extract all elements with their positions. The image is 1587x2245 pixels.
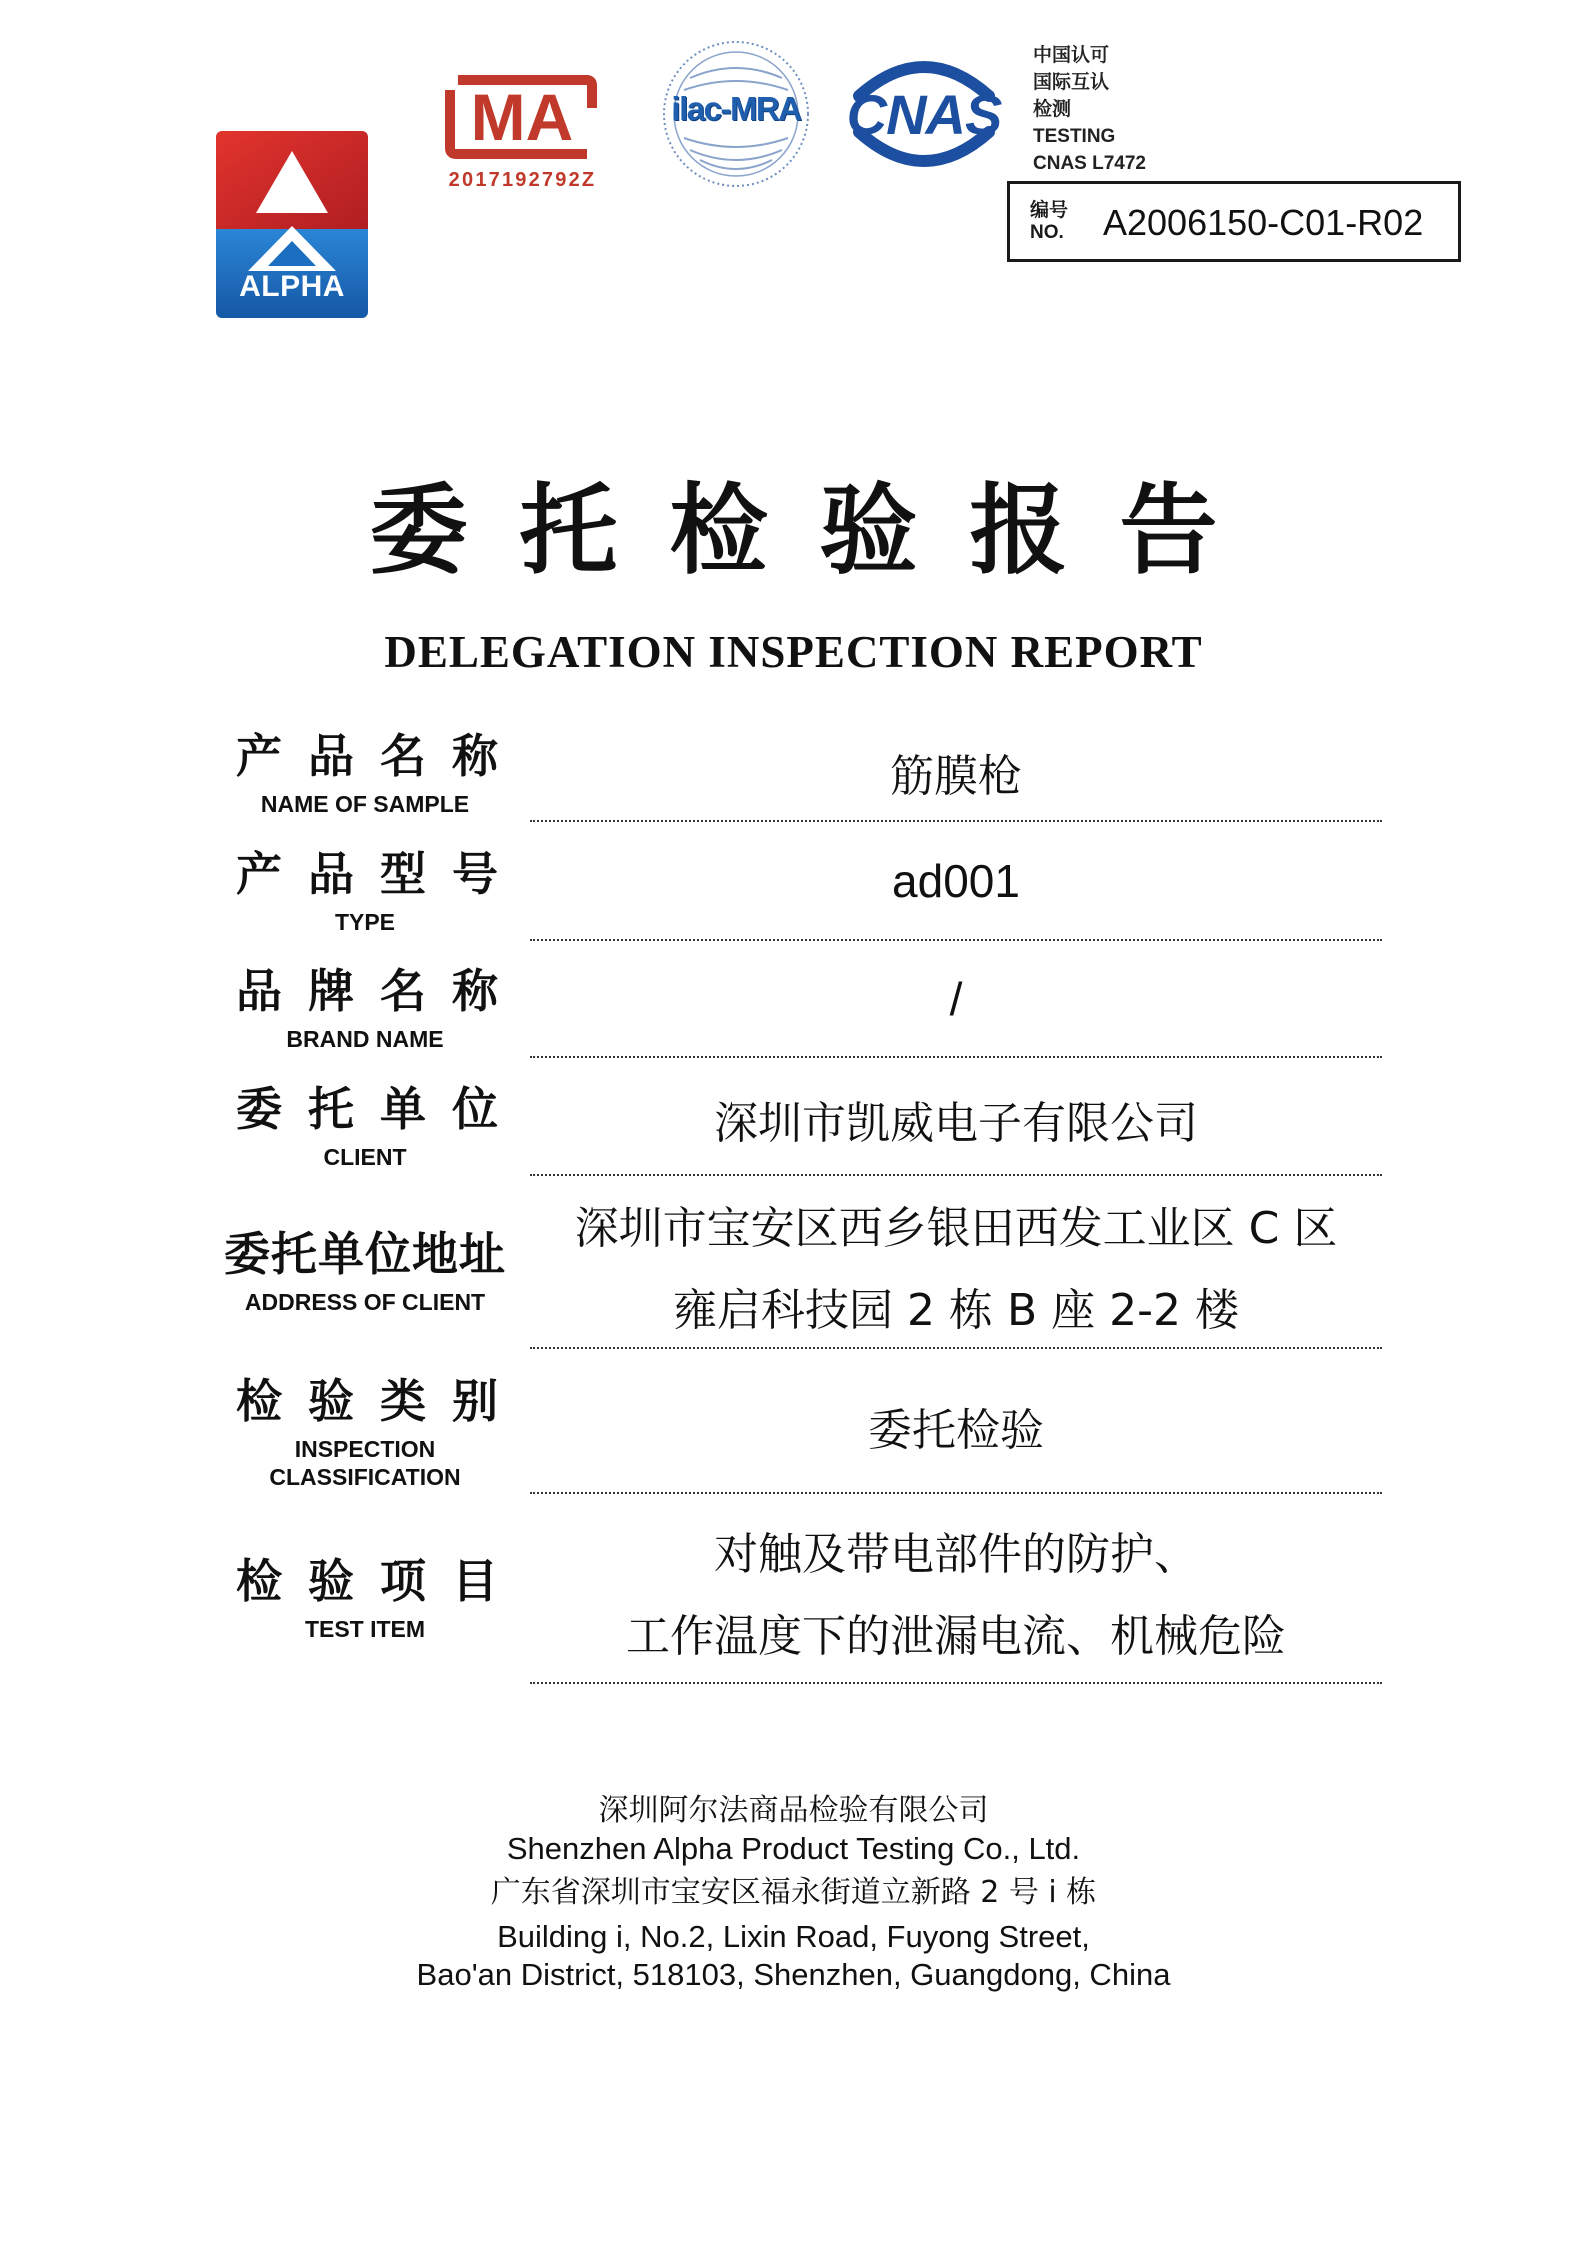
alpha-logo-text: ALPHA bbox=[239, 270, 345, 303]
ilac-mra-logo bbox=[660, 38, 812, 190]
field-label-en: TYPE bbox=[334, 909, 396, 935]
cma-mark-icon bbox=[430, 70, 615, 170]
cma-mark-text: MA bbox=[470, 80, 574, 154]
field-label-en: CLIENT bbox=[323, 1144, 407, 1170]
accreditation-line: CNAS L7472 bbox=[1033, 153, 1146, 174]
field-label-en-line2: CLASSIFICATION bbox=[269, 1464, 461, 1490]
field-label-inspection-classification bbox=[210, 1365, 524, 1491]
alpha-logo bbox=[216, 131, 368, 318]
field-divider bbox=[530, 1056, 1382, 1058]
footer-company-cn: 深圳阿尔法商品检验有限公司 bbox=[598, 1793, 989, 1828]
field-value-brand-name: / bbox=[949, 973, 963, 1025]
report-number-label-cn: 编号 bbox=[1030, 200, 1069, 221]
field-label-en: NAME OF SAMPLE bbox=[260, 791, 470, 817]
field-value-client-address-line1: 深圳市宝安区西乡银田西发工业区 C 区 bbox=[574, 1203, 1338, 1254]
report-title-en: DELEGATION INSPECTION REPORT bbox=[384, 627, 1203, 677]
field-label-cn: 检验类别 bbox=[236, 1374, 524, 1428]
field-divider bbox=[530, 1492, 1382, 1494]
footer-address-cn: 广东省深圳市宝安区福永街道立新路 2 号 i 栋 bbox=[490, 1875, 1097, 1910]
accreditation-line: 国际互认 bbox=[1033, 72, 1110, 93]
field-label-en: ADDRESS OF CLIENT bbox=[244, 1289, 486, 1315]
cma-number: 2017192792Z bbox=[448, 169, 597, 191]
field-label-sample-name bbox=[210, 720, 524, 818]
field-divider bbox=[530, 1174, 1382, 1176]
cnas-logo bbox=[837, 46, 1011, 178]
accreditation-line: 中国认可 bbox=[1033, 45, 1110, 66]
report-title-cn: 委托检验报告 bbox=[369, 474, 1270, 588]
field-label-cn: 产品型号 bbox=[236, 847, 524, 901]
field-value-inspection-classification: 委托检验 bbox=[868, 1405, 1044, 1456]
company-footer bbox=[0, 1792, 1587, 1994]
accreditation-line: 检测 bbox=[1033, 99, 1072, 120]
field-value-client: 深圳市凯威电子有限公司 bbox=[714, 1098, 1198, 1149]
field-label-type bbox=[210, 838, 524, 936]
field-value-client-address-line2: 雍启科技园 2 栋 B 座 2-2 楼 bbox=[673, 1285, 1239, 1336]
field-divider bbox=[530, 1682, 1382, 1684]
field-label-cn: 品牌名称 bbox=[236, 964, 524, 1018]
field-label-en: BRAND NAME bbox=[286, 1026, 444, 1052]
report-number-box bbox=[1007, 181, 1461, 262]
field-label-cn: 委托单位 bbox=[236, 1082, 524, 1136]
field-label-client-address bbox=[210, 1218, 520, 1316]
field-label-cn: 委托单位地址 bbox=[224, 1227, 506, 1281]
field-value-test-item-line2: 工作温度下的泄漏电流、机械危险 bbox=[626, 1611, 1286, 1662]
field-divider bbox=[530, 820, 1382, 822]
field-label-cn: 产品名称 bbox=[236, 729, 524, 783]
report-number-value: A2006150-C01-R02 bbox=[1103, 202, 1424, 243]
field-value-test-item-line1: 对触及带电部件的防护、 bbox=[714, 1529, 1198, 1580]
report-number-label bbox=[1030, 200, 1100, 244]
footer-address-en-line1: Building i, No.2, Lixin Road, Fuyong Street, bbox=[497, 1919, 1090, 1954]
field-value-sample-name: 筋膜枪 bbox=[890, 751, 1022, 802]
field-label-test-item bbox=[210, 1545, 524, 1643]
field-label-client bbox=[210, 1073, 524, 1171]
cma-logo bbox=[430, 70, 615, 195]
field-label-cn: 检验项目 bbox=[236, 1554, 524, 1608]
cnas-accreditation-info bbox=[1033, 42, 1213, 177]
field-divider bbox=[530, 1347, 1382, 1349]
field-label-en-line1: INSPECTION bbox=[294, 1436, 436, 1462]
field-value-type: ad001 bbox=[892, 855, 1020, 907]
field-divider bbox=[530, 939, 1382, 941]
report-number-label-en: NO. bbox=[1030, 222, 1064, 243]
footer-company-en: Shenzhen Alpha Product Testing Co., Ltd. bbox=[506, 1831, 1081, 1866]
footer-address-en-line2: Bao'an District, 518103, Shenzhen, Guangdong, China bbox=[416, 1957, 1171, 1992]
cnas-text: CNAS bbox=[846, 83, 1002, 146]
field-label-brand-name bbox=[210, 955, 524, 1053]
accreditation-line: TESTING bbox=[1033, 126, 1116, 147]
field-label-en: TEST ITEM bbox=[304, 1616, 426, 1642]
ilac-mra-text: ilac-MRA bbox=[671, 90, 801, 127]
